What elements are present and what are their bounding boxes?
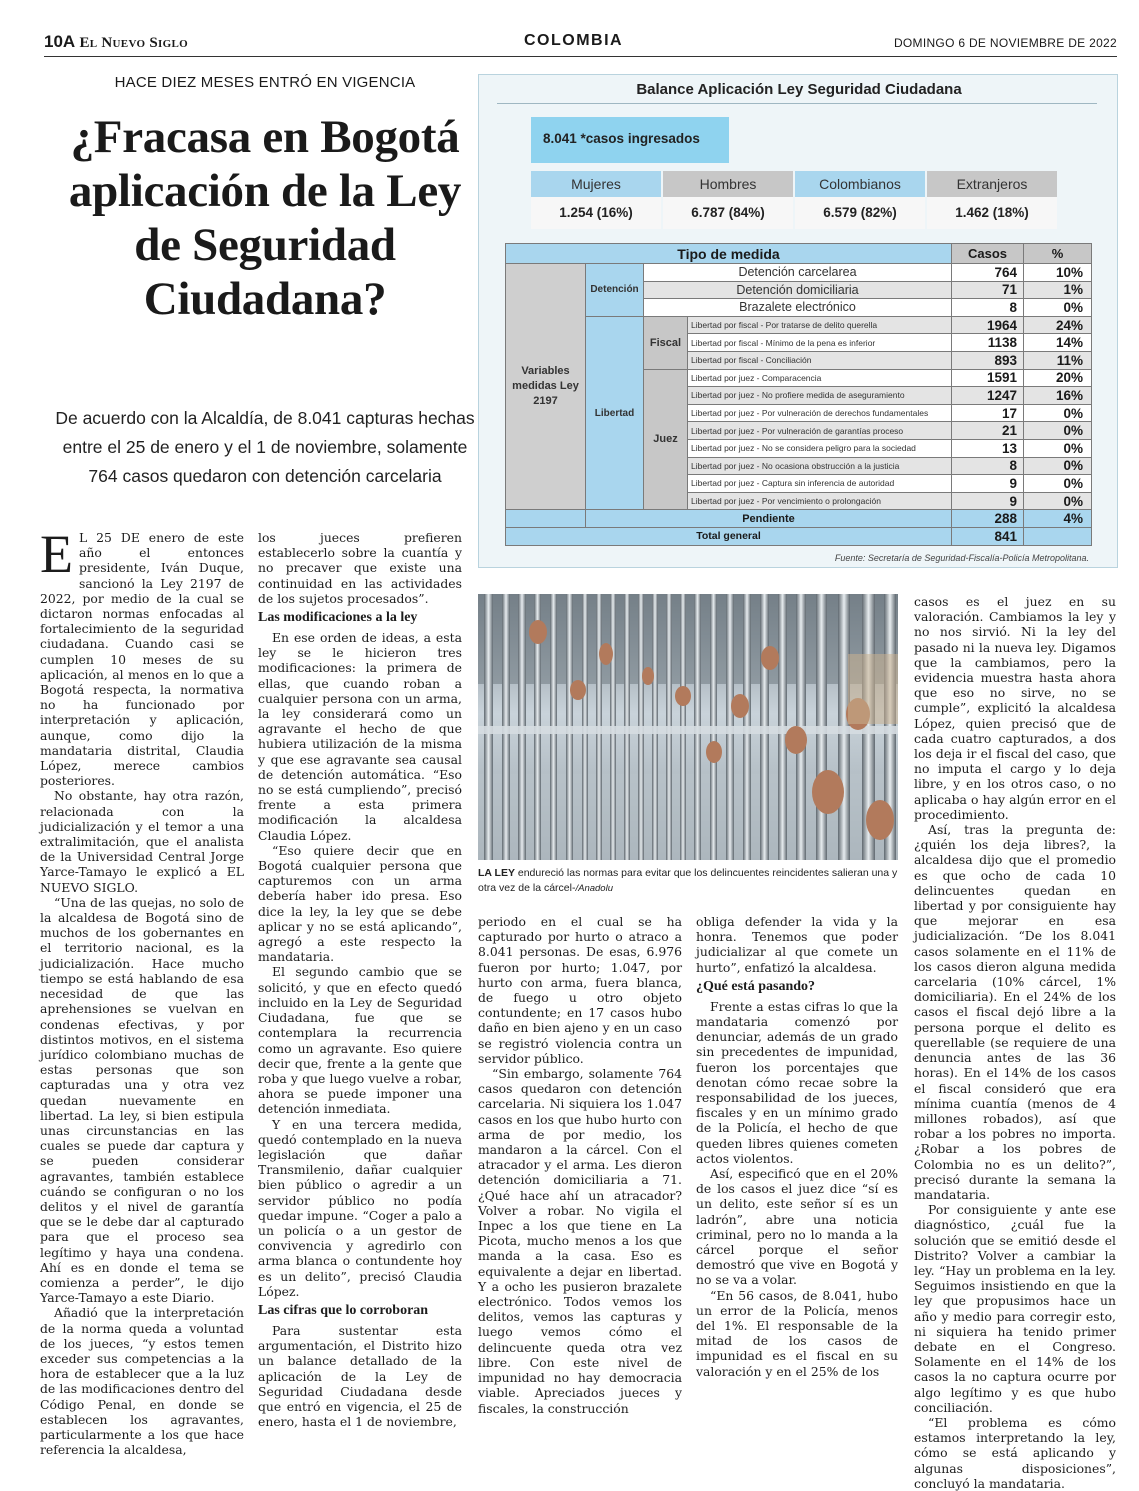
col-header-tipo: Tipo de medida bbox=[506, 244, 952, 264]
row-label: Libertad por juez - Por vulneración de derechos fundamentales bbox=[688, 404, 952, 422]
demo-value: 1.254 (16%) bbox=[531, 197, 661, 229]
demo-value: 1.462 (18%) bbox=[927, 197, 1057, 229]
row-casos: 1247 bbox=[952, 387, 1024, 405]
pendiente-pct: 4% bbox=[1024, 510, 1092, 528]
row-pct: 20% bbox=[1024, 369, 1092, 387]
demo-colombianos bbox=[795, 171, 925, 229]
row-casos: 71 bbox=[952, 281, 1024, 299]
demo-value: 6.787 (84%) bbox=[663, 197, 793, 229]
row-pct: 0% bbox=[1024, 492, 1092, 510]
paragraph: Y en una tercera medida, quedó contemplado en la nueva legislación que dañar Transmilenio, dañar cualquier bien público o agredir a un servidor público no podía quedar impune. “Coger a palo a un policía o a un gestor de convivencia y agredirlo con arma blanca o contundente hoy es un delito”, precisó Claudia López. bbox=[258, 1116, 462, 1299]
infographic-source: Fuente: Secretaría de Seguridad-Fiscalía-Policía Metropolitana. bbox=[834, 553, 1089, 563]
row-casos: 1964 bbox=[952, 316, 1024, 334]
row-pct: 0% bbox=[1024, 439, 1092, 457]
demo-hombres bbox=[663, 171, 793, 229]
row-casos: 9 bbox=[952, 492, 1024, 510]
article-column-1 bbox=[40, 524, 244, 1458]
subgroup-fiscal: Fiscal bbox=[644, 316, 688, 369]
paragraph-text: L 25 DE enero de este año el entonces presidente, Iván Duque, sancionó la Ley 2197 de 2022, por medio de la cual se dictaron normas enfocadas al fortalecimiento de la seguridad ciudadana. Cuando casi se cumplen 10 meses de su aplicación, al menos en lo que a Bogotá respecta, la normativa no ha funcionado por interpretación y aplicación, aunque, como dijo la mandataria distrital, Claudia López, merece cambios posteriores. bbox=[40, 530, 244, 789]
row-casos: 764 bbox=[952, 264, 1024, 282]
row-pct: 0% bbox=[1024, 404, 1092, 422]
row-label: Detención carcelarea bbox=[644, 264, 952, 282]
pendiente-casos: 288 bbox=[952, 510, 1024, 528]
demo-extranjeros bbox=[927, 171, 1057, 229]
row-label: Libertad por juez - Comparacencia bbox=[688, 369, 952, 387]
page-header bbox=[44, 30, 1117, 54]
paragraph: “El problema es cómo estamos interpretando la ley, cómo se está aplicando y algunas disposiciones”, concluyó la mandataria. bbox=[914, 1414, 1116, 1491]
subheading: Las cifras que lo corroboran bbox=[258, 1302, 429, 1318]
group-detencion: Detención bbox=[586, 264, 644, 317]
paragraph: En ese orden de ideas, a esta ley se le hicieron tres modificaciones: la primera de ellas, que cuando roban a cualquier persona con un arma, la ley considerará como un agravante el hecho de que hubiera utilización de la misma y que ese agravante sea causal de detención automática. “Eso no se está cumpliendo”, precisó frente a esta primera modificación la alcaldesa Claudia López. bbox=[258, 630, 462, 843]
row-pct: 0% bbox=[1024, 457, 1092, 475]
row-casos: 17 bbox=[952, 404, 1024, 422]
pendiente-spacer bbox=[506, 510, 586, 528]
group-variables: Variables medidas Ley 2197 bbox=[506, 264, 586, 510]
paragraph: “Sin embargo, solamente 764 casos quedaron con detención carcelaria. Ni siquiera los 1.047 casos en los que hubo hurto con arma de por medio, los mandaron a la cárcel. Con el atracador y el arma. Les dieron detención domiciliaria a 71. ¿Qué hace ahí un atracador? Volver a robar. No vigila el Inpec a los que tiene en La Picota, mucho menos a los que manda a la casa. Eso es equivalente a dejar en libertad. Y a ocho les pusieron brazalete electrónico. Todos vemos los delitos, vemos las capturas y luego vemos cómo el delincuente queda otra vez libre. Con este nivel de impunidad no hay democracia viable. Apreciados jueces y fiscales, la construcción bbox=[478, 1066, 682, 1416]
page-number: 10A bbox=[44, 32, 76, 51]
paragraph: El segundo cambio que se solicitó, y que en efecto quedó incluido en la Ley de Seguridad Ciudadana, fue que se contemplara la recurrencia como un agravante. Eso quiere decir que, frente a la gente que roba y que luego vuelve a robar, ahora se puede imponer una detención inmediata. bbox=[258, 964, 462, 1117]
paragraph: Así, especificó que en el 20% de los casos el juez dice “sí es un delito, este señor sí es un ladrón”, abre una noticia criminal, pero no lo manda a la cárcel porque el señor demostró que vive en Bogotá y no se va a volar. bbox=[696, 1166, 898, 1288]
row-pct: 24% bbox=[1024, 316, 1092, 334]
demo-label: Extranjeros bbox=[927, 171, 1057, 197]
article-column-2 bbox=[258, 530, 462, 1429]
row-label: Brazalete electrónico bbox=[644, 299, 952, 317]
demographics-strip bbox=[531, 171, 1061, 229]
row-pct: 14% bbox=[1024, 334, 1092, 352]
pendiente-label: Pendiente bbox=[586, 510, 952, 528]
row-pct: 0% bbox=[1024, 475, 1092, 493]
row-casos: 1591 bbox=[952, 369, 1024, 387]
row-pct: 0% bbox=[1024, 422, 1092, 440]
paragraph: “Una de las quejas, no solo de la alcaldesa de Bogotá sino de muchos de los gobernantes en el territorio nacional, es la judicialización. Hace mucho tiempo se está hablando de esa necesidad de que las aprehensiones se vuelvan en condenas efectivas, y por distintos motivos, en el sistema jurídico colombiano muchas de estas personas que son capturadas una y otra vez quedan nuevamente en libertad. La ley, si bien estipula unas circunstancias en las cuales se puede dar captura y se pueden considerar agravantes, también establece cuándo se configuran o no los delitos y el nivel de garantía que se le debe dar al capturado para que el proceso sea legítimo y haya una condena. Ahí es en donde el tema se comienza a perder”, le dijo Yarce-Tamayo a este Diario. bbox=[40, 894, 244, 1306]
drop-cap: E bbox=[40, 524, 73, 584]
article-column-5 bbox=[914, 594, 1116, 1491]
row-label: Libertad por juez - No ocasiona obstrucción a la justicia bbox=[688, 457, 952, 475]
subheading: ¿Qué está pasando? bbox=[696, 978, 816, 994]
row-pct: 11% bbox=[1024, 351, 1092, 369]
newspaper-brand: El Nuevo Siglo bbox=[79, 35, 188, 51]
total-pct-empty bbox=[1024, 527, 1092, 545]
paragraph: obliga defender la vida y la honra. Tenemos que poder judicializar al que comete un hurto”, enfatizó la alcaldesa. bbox=[696, 914, 898, 975]
table-row-pendiente bbox=[506, 510, 1092, 528]
demo-value: 6.579 (82%) bbox=[795, 197, 925, 229]
group-libertad: Libertad bbox=[586, 316, 644, 510]
row-pct: 1% bbox=[1024, 281, 1092, 299]
paragraph: periodo en el cual se ha capturado por hurto o atraco a 8.041 personas. De esas, 6.976 fueron por hurto; 1.047, por hurto con arma, fuera blanca, de fuego u otro objeto contundente; en 17 casos hubo daño en bien ajeno y en un caso se registró violencia contra un servidor público. bbox=[478, 914, 682, 1066]
photo-credit: /Anadolu bbox=[575, 883, 613, 894]
total-label: Total general bbox=[506, 527, 952, 545]
row-pct: 16% bbox=[1024, 387, 1092, 405]
row-label: Libertad por fiscal - Por tratarse de delito querella bbox=[688, 316, 952, 334]
row-label: Libertad por juez - No profiere medida de aseguramiento bbox=[688, 387, 952, 405]
article-subhead: De acuerdo con la Alcaldía, de 8.041 capturas hechas entre el 25 de enero y el 1 de noviembre, solamente 764 casos quedaron con detención carcelaria bbox=[55, 408, 475, 486]
row-label: Libertad por juez - Por vulneración de garantías proceso bbox=[688, 422, 952, 440]
measures-table bbox=[505, 243, 1092, 546]
header-divider bbox=[44, 56, 1117, 57]
caption-lead: LA LEY bbox=[478, 867, 515, 879]
subheading: Las modificaciones a la ley bbox=[258, 610, 418, 626]
paragraph: “En 56 casos, de 8.041, hubo un error de la Policía, menos del 1%. El responsable de la mitad de los casos de impunidad es el fiscal en su valoración y en el 25% de los bbox=[696, 1287, 898, 1379]
table-header-row bbox=[506, 244, 1092, 264]
section-title: COLOMBIA bbox=[524, 32, 624, 49]
col-header-pct: % bbox=[1024, 244, 1092, 264]
row-casos: 1138 bbox=[952, 334, 1024, 352]
demo-label: Mujeres bbox=[531, 171, 661, 197]
article-headline: ¿Fracasa en Bogotá aplicación de la Ley de Seguridad Ciudadana? bbox=[68, 111, 462, 325]
paragraph: casos es el juez en su valoración. Cambiamos la ley y no nos sirvió. Ni la ley del pasado ni la nueva ley. Digamos que la cambiamos, pero la evidencia muestra hasta ahora que eso no sirve, no se cumple”, explicitó la alcaldesa López, quien precisó que de cada cuatro capturados, a dos los deja ir el fiscal del caso, que no imputa el cargo y lo deja libre, y en los otros caso, o no aplicaba o hay algún error en el procedimiento. bbox=[914, 594, 1116, 822]
table-row bbox=[506, 264, 1092, 282]
row-pct: 10% bbox=[1024, 264, 1092, 282]
paragraph: Así, tras la pregunta de: ¿quién los deja libres?, la alcaldesa dijo que el promedio es que ocho de cada 10 delincuentes quedan en libertad y por consiguiente hay que mejorar en esa judicialización. “De los 8.041 casos solamente en el 11% de los casos dieron alguna medida carcelaria (10% cárcel, 1% domiciliaria). En el 24% de los casos el fiscal dejó libre a la persona porque el delito es querellable (se requiere de una denuncia antes de las 36 horas). En el 14% de los casos el fiscal consideró que era mínima cuantía (menos de 4 millones robados), así que robar a los pobres no importa. ¿Robar a los pobres de Colombia no es un delito?”, precisó durante la semana la mandataria. bbox=[914, 822, 1116, 1202]
paragraph: Frente a estas cifras lo que la mandataria comenzó por denunciar, además de un grado sin precedentes de impunidad, fueron los porcentajes que denotan cómo recae sobre la responsabilidad de los jueces, fiscales y en un mínimo grado de la Policía, el hecho de que queden libres quienes cometen actos violentos. bbox=[696, 998, 898, 1166]
photo-caption bbox=[478, 866, 898, 896]
paragraph: los jueces prefieren establecerlo sobre la cuantía y no precaver que existe una continuidad en las actividades de los sujetos procesados”. bbox=[258, 530, 462, 606]
row-pct: 0% bbox=[1024, 299, 1092, 317]
row-label: Libertad por juez - Por vencimiento o prolongación bbox=[688, 492, 952, 510]
demo-label: Colombianos bbox=[795, 171, 925, 197]
infographic bbox=[478, 74, 1118, 568]
row-casos: 8 bbox=[952, 299, 1024, 317]
paragraph bbox=[40, 524, 244, 789]
infographic-title: Balance Aplicación Ley Seguridad Ciudadana bbox=[636, 81, 962, 98]
table-row-total bbox=[506, 527, 1092, 545]
paragraph: “Eso quiere decir que en Bogotá cualquier persona que capturemos con un arma debería haber ido presa. Eso dice la ley, la ley que se debe aplicar y no se está aplicando”, agregó a este respecto la mandataria. bbox=[258, 842, 462, 965]
demo-mujeres bbox=[531, 171, 661, 229]
row-casos: 8 bbox=[952, 457, 1024, 475]
article-photo bbox=[478, 594, 898, 860]
subgroup-juez: Juez bbox=[644, 369, 688, 510]
prison-bars-photo bbox=[478, 594, 898, 860]
table-row bbox=[506, 316, 1092, 334]
row-label: Libertad por juez - Captura sin inferencia de autoridad bbox=[688, 475, 952, 493]
page-number-brand bbox=[44, 32, 188, 52]
issue-date: DOMINGO 6 DE NOVIEMBRE DE 2022 bbox=[893, 36, 1117, 50]
row-label: Libertad por fiscal - Conciliación bbox=[688, 351, 952, 369]
paragraph: Añadió que la interpretación de la norma queda a voluntad de los jueces, “y estos temen exceder sus competencias a la hora de establecer que a la luz de las modificaciones dentro del Código Penal, en donde se establecen los agravantes, particularmente a los que hace referencia la alcaldesa, bbox=[40, 1305, 244, 1458]
caption-text: endureció las normas para evitar que los delincuentes reincidentes salieran una y otra vez de la cárcel- bbox=[478, 867, 898, 894]
article-kicker: HACE DIEZ MESES ENTRÓ EN VIGENCIA bbox=[114, 74, 416, 91]
row-casos: 893 bbox=[952, 351, 1024, 369]
row-label: Detención domiciliaria bbox=[644, 281, 952, 299]
infographic-title-rule bbox=[497, 103, 1097, 104]
row-casos: 9 bbox=[952, 475, 1024, 493]
total-casos: 841 bbox=[952, 527, 1024, 545]
paragraph: Para sustentar esta argumentación, el Distrito hizo un balance detallado de la aplicación de la Ley de Seguridad Ciudadana desde que entró en vigencia, el 25 de enero, hasta el 1 de noviembre, bbox=[258, 1322, 462, 1430]
demo-label: Hombres bbox=[663, 171, 793, 197]
col-header-casos: Casos bbox=[952, 244, 1024, 264]
article-column-4 bbox=[696, 914, 898, 1379]
row-casos: 13 bbox=[952, 439, 1024, 457]
row-casos: 21 bbox=[952, 422, 1024, 440]
paragraph: Por consiguiente y ante ese diagnóstico, ¿cuál fue la solución que se emitió desde el Distrito? Volver a cambiar la ley. “Hay un problema en la ley. Seguimos insistiendo en que la ley que propusimos hace un año y medio para corregir esto, ni siquiera ha tenido primer debate en el Congreso. Solamente en el 14% de los casos la no captura ocurre por algo legítimo y es que hubo conciliación. bbox=[914, 1202, 1116, 1415]
paragraph: No obstante, hay otra razón, relacionada con la judicialización y el temor a una extralimitación, que el analista de la Universidad Central Jorge Yarce-Tamayo le explicó a EL NUEVO SIGLO. bbox=[40, 788, 244, 895]
total-cases-box: 8.041 *casos ingresados bbox=[531, 117, 729, 163]
row-label: Libertad por fiscal - Mínimo de la pena es inferior bbox=[688, 334, 952, 352]
article-column-3 bbox=[478, 914, 682, 1416]
row-label: Libertad por juez - No se considera peligro para la sociedad bbox=[688, 439, 952, 457]
